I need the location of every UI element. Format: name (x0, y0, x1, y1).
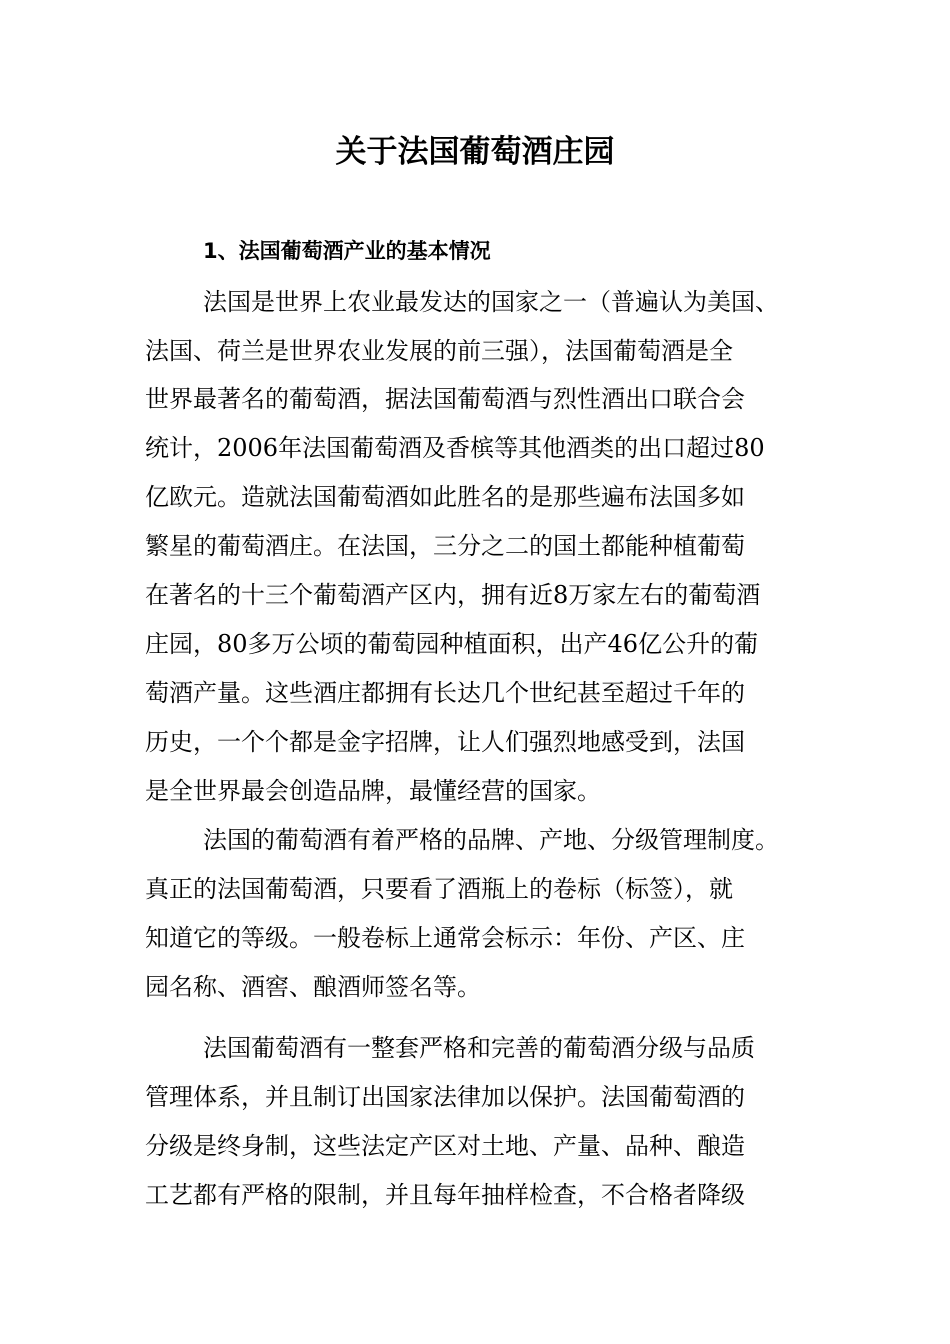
paragraph-line: 是全世界最会创造品牌，最懂经营的国家。 (145, 777, 601, 805)
paragraph-line: 世界最著名的葡萄酒，据法国葡萄酒与烈性酒出口联合会 (145, 385, 745, 413)
paragraph-line: 法国、荷兰是世界农业发展的前三强），法国葡萄酒是全 (145, 337, 733, 365)
paragraph-line: 法国是世界上农业最发达的国家之一（普遍认为美国、 (203, 288, 779, 316)
paragraph-line: 知道它的等级。一般卷标上通常会标示：年份、产区、庄 (145, 924, 745, 952)
paragraph-line: 萄酒产量。这些酒庄都拥有长达几个世纪甚至超过千年的 (145, 679, 745, 707)
paragraph-line: 历史，一个个都是金字招牌，让人们强烈地感受到，法国 (145, 728, 745, 756)
paragraph-line: 繁星的葡萄酒庄。在法国，三分之二的国土都能种植葡萄 (145, 532, 745, 560)
paragraph-line: 园名称、酒窖、酿酒师签名等。 (145, 973, 481, 1001)
paragraph-line: 在著名的十三个葡萄酒产区内，拥有近8万家左右的葡萄酒 (145, 581, 761, 609)
paragraph-line: 庄园，80多万公顷的葡萄园种植面积，出产46亿公升的葡 (145, 630, 759, 658)
section-heading: 1、法国葡萄酒产业的基本情况 (203, 239, 491, 263)
paragraph-line: 统计，2006年法国葡萄酒及香槟等其他酒类的出口超过80 (145, 434, 765, 462)
paragraph-line: 亿欧元。造就法国葡萄酒如此胜名的是那些遍布法国多如 (145, 483, 745, 511)
paragraph-line: 法国的葡萄酒有着严格的品牌、产地、分级管理制度。 (203, 826, 779, 854)
paragraph-line: 法国葡萄酒有一整套严格和完善的葡萄酒分级与品质 (203, 1034, 755, 1062)
paragraph-line: 分级是终身制，这些法定产区对土地、产量、品种、酿造 (145, 1132, 745, 1160)
paragraph-line: 工艺都有严格的限制，并且每年抽样检查，不合格者降级 (145, 1181, 745, 1209)
paragraph-line: 管理体系，并且制订出国家法律加以保护。法国葡萄酒的 (145, 1083, 745, 1111)
page-title: 关于法国葡萄酒庄园 (335, 134, 615, 170)
paragraph-line: 真正的法国葡萄酒，只要看了酒瓶上的卷标（标签），就 (145, 875, 733, 903)
